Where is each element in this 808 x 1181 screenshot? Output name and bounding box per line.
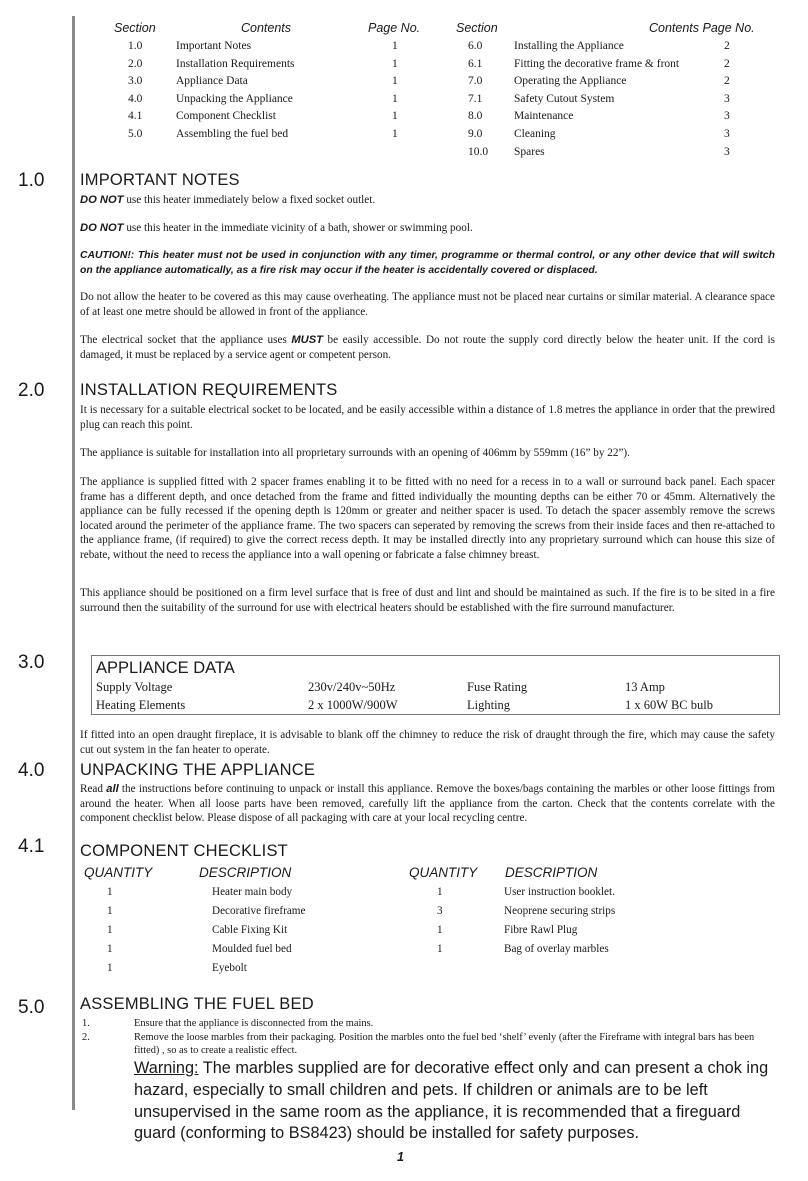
- text: use this heater immediately below a fixed socket outlet.: [123, 194, 376, 206]
- text: Read: [80, 783, 107, 795]
- step-text: Remove the loose marbles from their packaging. Position the marbles onto the fuel bed ‘shelf’ evenly (after the Fireframe with integral bars has been fitted) , so as to create a realistic effect.: [134, 1031, 755, 1056]
- paragraph: [80, 193, 775, 208]
- paragraph: If fitted into an open draught fireplace, it is advisable to blank off the chimney to reduce the risk of draught through the fire, which may cause the safety cut out system in the fan heater to operate.: [80, 729, 775, 756]
- toc-section-number: 1.0: [128, 40, 143, 52]
- checklist-qty-header: QUANTITY: [84, 865, 153, 880]
- toc-row: [100, 108, 440, 126]
- section-heading-unpacking: UNPACKING THE APPLIANCE: [80, 761, 316, 779]
- checklist-quantity: 1: [107, 943, 113, 955]
- checklist-description: Moulded fuel bed: [212, 943, 292, 955]
- toc-page: 1: [392, 40, 398, 52]
- checklist-desc-header: DESCRIPTION: [505, 865, 598, 880]
- toc-title: Appliance Data: [176, 75, 248, 88]
- toc-section-number: 3.0: [128, 75, 143, 88]
- margin-rule: [72, 16, 75, 1110]
- toc-row: [100, 38, 440, 56]
- emphasis: DO NOT: [80, 222, 124, 234]
- toc-section-number: 5.0: [128, 127, 143, 140]
- checklist-desc-header: DESCRIPTION: [199, 865, 292, 880]
- section-number: 3.0: [18, 652, 45, 673]
- appliance-data-box: [91, 655, 780, 715]
- data-label: Fuse Rating: [467, 680, 528, 694]
- list-item: [80, 1017, 780, 1031]
- toc-section-number: 2.0: [128, 57, 143, 70]
- toc-title: Important Notes: [176, 40, 252, 52]
- section-heading-important-notes: IMPORTANT NOTES: [80, 171, 240, 189]
- checklist-description: Fibre Rawl Plug: [504, 924, 578, 936]
- step-number: 1.: [82, 1018, 90, 1029]
- toc-row: [100, 56, 440, 74]
- checklist-qty-header: QUANTITY: [409, 865, 478, 880]
- toc-header-contents: Contents: [241, 21, 292, 35]
- toc-title: Maintenance: [514, 110, 574, 123]
- checklist-quantity: 1: [107, 886, 113, 898]
- data-label: Supply Voltage: [96, 680, 173, 694]
- checklist-quantity: 1: [437, 924, 443, 936]
- checklist-description: Cable Fixing Kit: [212, 924, 288, 936]
- checklist-description: Neoprene securing strips: [504, 905, 616, 917]
- section-heading-checklist: COMPONENT CHECKLIST: [80, 842, 288, 860]
- section-heading-installation: INSTALLATION REQUIREMENTS: [80, 381, 338, 399]
- toc-section-number: 6.0: [468, 40, 483, 52]
- toc-page: 1: [392, 110, 398, 123]
- toc-section-number: 7.0: [468, 75, 483, 88]
- toc-section-number: 8.0: [468, 110, 483, 123]
- checklist-description: Decorative fireframe: [212, 905, 306, 917]
- toc-row: [100, 91, 440, 109]
- toc-left: [100, 20, 440, 144]
- toc-title: Component Checklist: [176, 110, 276, 123]
- section-number: 5.0: [18, 997, 45, 1018]
- step-text: Ensure that the appliance is disconnected from the mains.: [134, 1018, 374, 1029]
- warning-label: Warning:: [134, 1059, 199, 1077]
- emphasis: MUST: [291, 334, 324, 346]
- toc-row: [448, 126, 788, 144]
- data-value: 13 Amp: [625, 680, 665, 694]
- text: use this heater in the immediate vicinity of a bath, shower or swimming pool.: [123, 222, 473, 234]
- checklist-quantity: 3: [437, 905, 443, 917]
- toc-page: 3: [724, 92, 730, 105]
- paragraph: The appliance is suitable for installation into all proprietary surrounds with an opening of 406mm by 559mm (16” by 22”).: [80, 447, 630, 459]
- toc-title: Operating the Appliance: [514, 75, 627, 88]
- paragraph: This appliance should be positioned on a firm level surface that is free of dust and lint and should be maintained as such. If the fire is to be sited in a fire surround then the suitability of the surround for use with electrical heaters should be established with the fire surround manufacturer.: [80, 587, 775, 614]
- caution-paragraph: CAUTION!: This heater must not be used in conjunction with any timer, programme or thermal control, or any other device that will switch on the appliance automatically, as a fire risk may occur if the heater is accidentally covered or displaced.: [80, 250, 775, 276]
- toc-header: [448, 20, 788, 38]
- toc-title: Unpacking the Appliance: [176, 92, 293, 105]
- toc-section-number: 10.0: [468, 145, 489, 158]
- checklist-description: User instruction booklet.: [504, 886, 615, 898]
- toc-row: [100, 73, 440, 91]
- section-number: 1.0: [18, 170, 45, 191]
- data-label: Heating Elements: [96, 698, 186, 712]
- data-row: [96, 680, 776, 698]
- toc-title: Fitting the decorative frame & front: [514, 57, 680, 70]
- toc-row: [448, 144, 788, 162]
- checklist-description: Heater main body: [212, 886, 293, 898]
- toc-section-number: 4.1: [128, 110, 143, 123]
- section-number: 4.1: [18, 836, 45, 857]
- section-number: 4.0: [18, 760, 45, 781]
- toc-section-number: 6.1: [468, 57, 483, 70]
- toc-title: Spares: [514, 145, 545, 158]
- paragraph: It is necessary for a suitable electrical socket to be located, and be easily accessible within a distance of 1.8 metres the appliance in order that the prewired plug can reach this point.: [80, 404, 775, 431]
- list-item: [80, 1031, 780, 1058]
- paragraph: Do not allow the heater to be covered as this may cause overheating. The appliance must not be placed near curtains or similar material. A clearance space of at least one metre should be allowed in front of the appliance.: [80, 291, 775, 318]
- toc-header-section: Section: [456, 21, 498, 35]
- toc-title: Installing the Appliance: [514, 40, 624, 52]
- toc-page: 3: [724, 110, 730, 123]
- emphasis: all: [106, 783, 119, 795]
- checklist-quantity: 1: [437, 886, 443, 898]
- toc-page: 1: [392, 92, 398, 105]
- toc-title: Assembling the fuel bed: [176, 127, 289, 140]
- toc-page: 1: [392, 57, 398, 70]
- toc-page: 2: [724, 57, 730, 70]
- paragraph: [80, 782, 775, 826]
- data-value: 2 x 1000W/900W: [308, 698, 398, 712]
- checklist-quantity: 1: [107, 962, 113, 974]
- checklist-quantity: 1: [107, 905, 113, 917]
- toc-header: [100, 20, 440, 38]
- page-number: 1: [397, 1150, 404, 1164]
- toc-right: [448, 20, 788, 161]
- text: the instructions before continuing to unpack or install this appliance. Remove the boxes/bags containing the marbles or other loose fittings from around the heater. When all loose parts have been removed, carefully lift the appliance from the carton. Check that the contents correlate with the component checklist below. Please dispose of all packaging with care at your local recycling centre.: [80, 783, 775, 825]
- checklist-description: Eyebolt: [212, 962, 247, 974]
- toc-page: 3: [724, 127, 730, 140]
- section-heading-appliance-data: APPLIANCE DATA: [96, 659, 235, 677]
- toc-page: 2: [724, 40, 730, 52]
- section-number: 2.0: [18, 380, 45, 401]
- toc-page: 1: [392, 127, 398, 140]
- toc-row: [448, 91, 788, 109]
- toc-title: Cleaning: [514, 127, 556, 140]
- toc-title: Safety Cutout System: [514, 92, 615, 105]
- section-heading-assembling: ASSEMBLING THE FUEL BED: [80, 995, 314, 1013]
- toc-row: [448, 73, 788, 91]
- toc-header-section: Section: [114, 21, 156, 35]
- checklist-quantity: 1: [107, 924, 113, 936]
- checklist-quantity: 1: [437, 943, 443, 955]
- warning-paragraph: [134, 1058, 784, 1145]
- text: be easily accessible. Do not route the supply cord directly below the heater unit. If the cord is damaged, it must be replaced by a service agent or competent person.: [80, 334, 776, 361]
- toc-page: 2: [724, 75, 730, 88]
- toc-row: [448, 56, 788, 74]
- emphasis: DO NOT: [80, 194, 124, 206]
- data-value: 230v/240v~50Hz: [308, 680, 396, 694]
- assembly-steps: [80, 1017, 780, 1058]
- paragraph: The appliance is supplied fitted with 2 spacer frames enabling it to be fitted with no need for a recess in to a wall or surround back panel. Each spacer frame has a different depth, and once detached from the frame and fitted individually the mounting depths can be either 70 or 45mm. Alternatively the appliance can be fully recessed if the opening depth is 120mm or greater and neither spacer is used. To detach the spacer assembly remove the screws located around the perimeter of the appliance frame. The two spacers can seperated by removing the screws from their inside faces and then re-attached to the appliance frame, (if required) to give the correct recess depth. It may be installed directly into any proprietary surround which can house this size of rebate, without the need to recess the appliance into a wall opening or fabricate a false chimney breast.: [80, 476, 775, 561]
- data-row: [96, 698, 776, 716]
- paragraph: [80, 221, 775, 236]
- toc-row: [448, 108, 788, 126]
- toc-header-contents-page: Contents Page No.: [649, 21, 755, 35]
- data-label: Lighting: [467, 698, 511, 712]
- toc-page: 1: [392, 75, 398, 88]
- toc-row: [448, 38, 788, 56]
- toc-page: 3: [724, 145, 730, 158]
- toc-section-number: 7.1: [468, 92, 483, 105]
- toc-title: Installation Requirements: [176, 57, 295, 70]
- toc-section-number: 4.0: [128, 92, 143, 105]
- checklist-description: Bag of overlay marbles: [504, 943, 609, 955]
- text: The electrical socket that the appliance uses: [80, 334, 292, 346]
- paragraph: [80, 333, 775, 362]
- toc-header-page: Page No.: [368, 21, 421, 35]
- data-value: 1 x 60W BC bulb: [625, 698, 713, 712]
- warning-text: The marbles supplied are for decorative effect only and can present a chok ing hazard, especially to small children and pets. If children or animals are to be left unsupervised in the same room as the appliance, it is recommended that a fireguard guard (conforming to BS8423) should be installed for safety purposes.: [134, 1059, 769, 1143]
- toc-row: [100, 126, 440, 144]
- toc-section-number: 9.0: [468, 127, 483, 140]
- step-number: 2.: [82, 1031, 90, 1043]
